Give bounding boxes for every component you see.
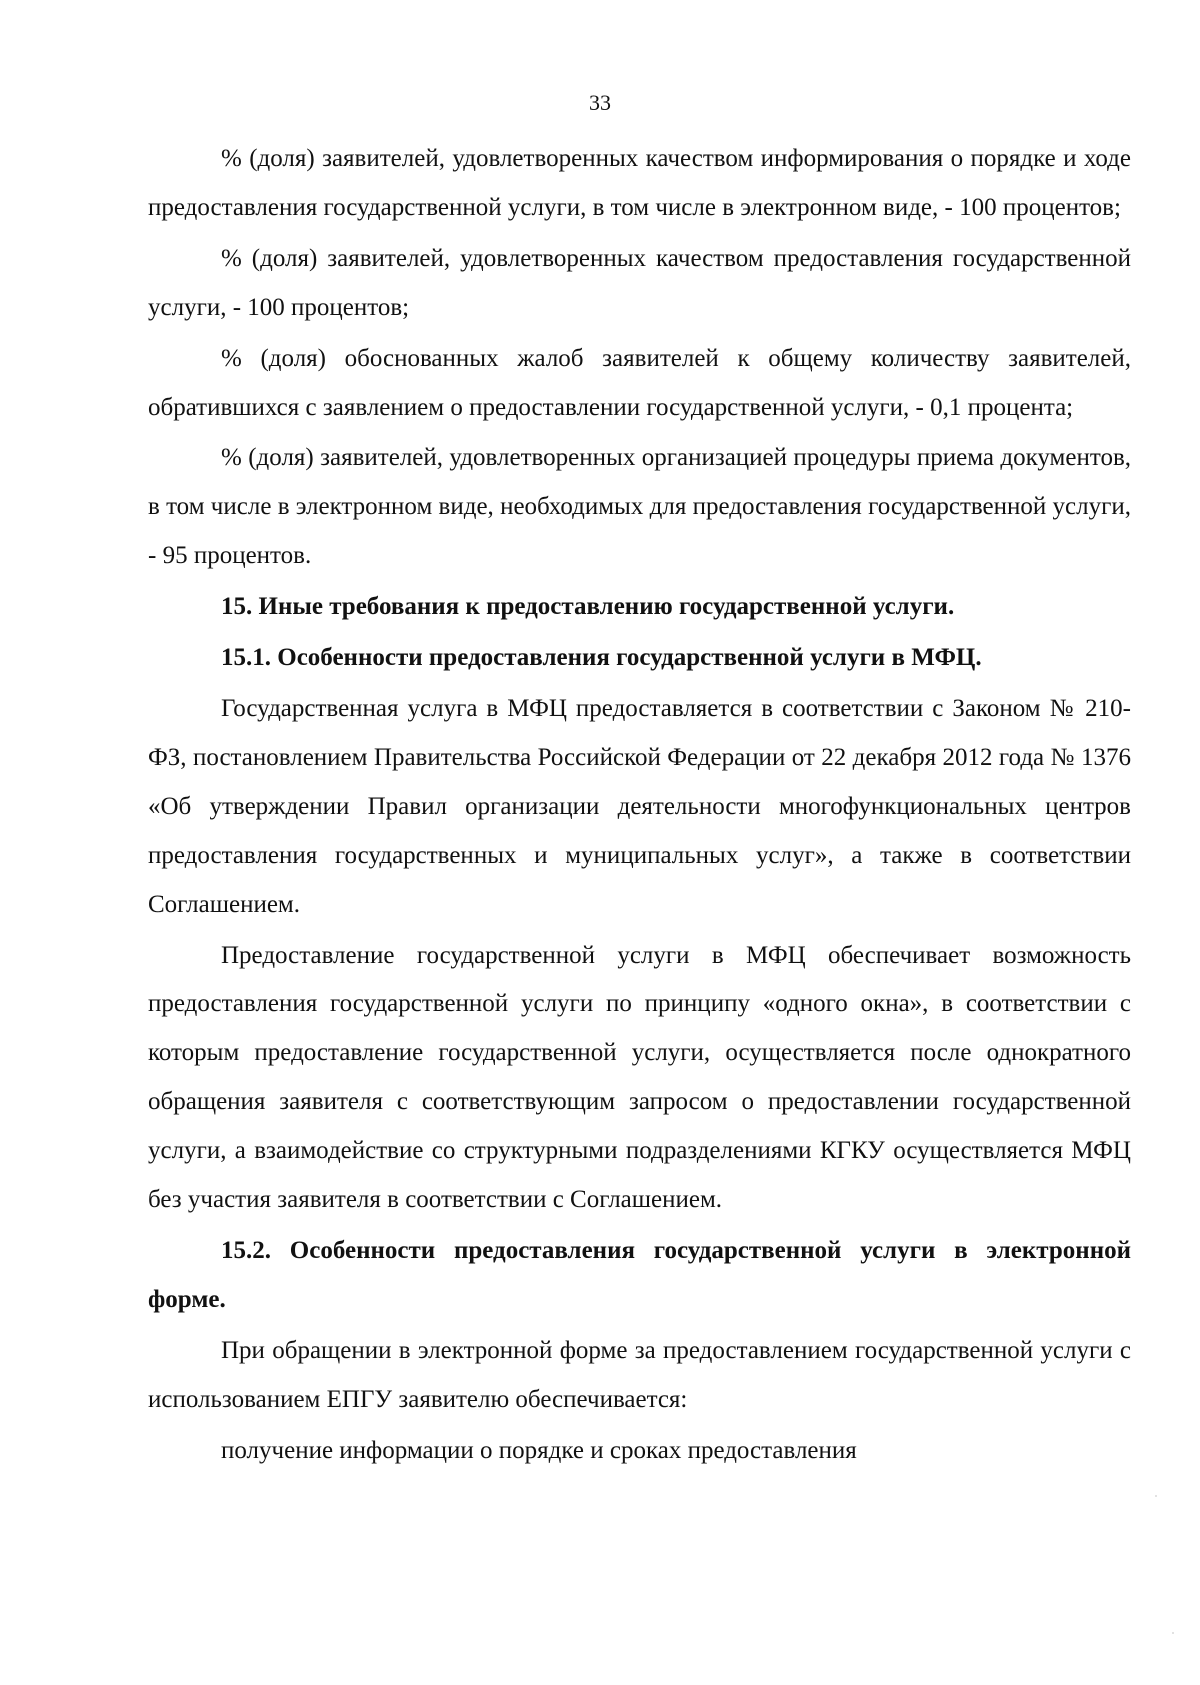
heading-section-15-2: 15.2. Особенности предоставления государственной услуги в электронной форме. [148,1236,1131,1313]
paragraph-justified-complaints: % (доля) обоснованных жалоб заявителей к общему количеству заявителей, обратившихся с заявлением о предоставлении государственной услуги, - 0,1 процента; [148,344,1131,421]
paragraph-service-quality-satisfaction: % (доля) заявителей, удовлетворенных качеством предоставления государственной услуги, - 100 процентов; [148,244,1131,321]
heading-section-15: 15. Иные требования к предоставлению государственной услуги. [221,593,955,621]
paragraph-document-reception-satisfaction: % (доля) заявителей, удовлетворенных организацией процедуры приема документов, в том числе в электронном виде, необходимых для предоставления государственной услуги, - 95 процентов. [148,444,1131,570]
paragraph-mfc-legal-basis: Государственная услуга в МФЦ предоставляется в соответствии с Законом № 210-ФЗ, постановлением Правительства Российской Федерации от 22 декабря 2012 года № 1376 «Об утверждении Правил организации деятельности многофункциональных центров предоставления государственных и муниципальных услуг», а также в соответствии Соглашением. [148,694,1131,918]
paragraph-informing-satisfaction: % (доля) заявителей, удовлетворенных качеством информирования о порядке и ходе предоставления государственной услуги, в том числе в электронном виде, - 100 процентов; [148,145,1131,221]
paragraph-electronic-request: При обращении в электронной форме за предоставлением государственной услуги с использованием ЕПГУ заявителю обеспечивается: [148,1336,1131,1413]
paragraph-one-window-principle: Предоставление государственной услуги в МФЦ обеспечивает возможность предоставления государственной услуги по принципу «одного окна», в соответствии с которым предоставление государственной услуги, осуществляется после однократного обращения заявителя с соответствующим запросом о предоставлении государственной услуги, а взаимодействие со структурными подразделениями КГКУ осуществляется МФЦ без участия заявителя в соответствии с Соглашением. [148,941,1131,1214]
scan-speck [1172,1632,1174,1634]
heading-section-15-1: 15.1. Особенности предоставления государственной услуги в МФЦ. [221,644,982,672]
page-number: 33 [589,90,611,115]
document-body [148,135,1131,1477]
scan-speck [1155,1495,1157,1497]
paragraph-information-receipt: получение информации о порядке и сроках предоставления [221,1436,857,1464]
